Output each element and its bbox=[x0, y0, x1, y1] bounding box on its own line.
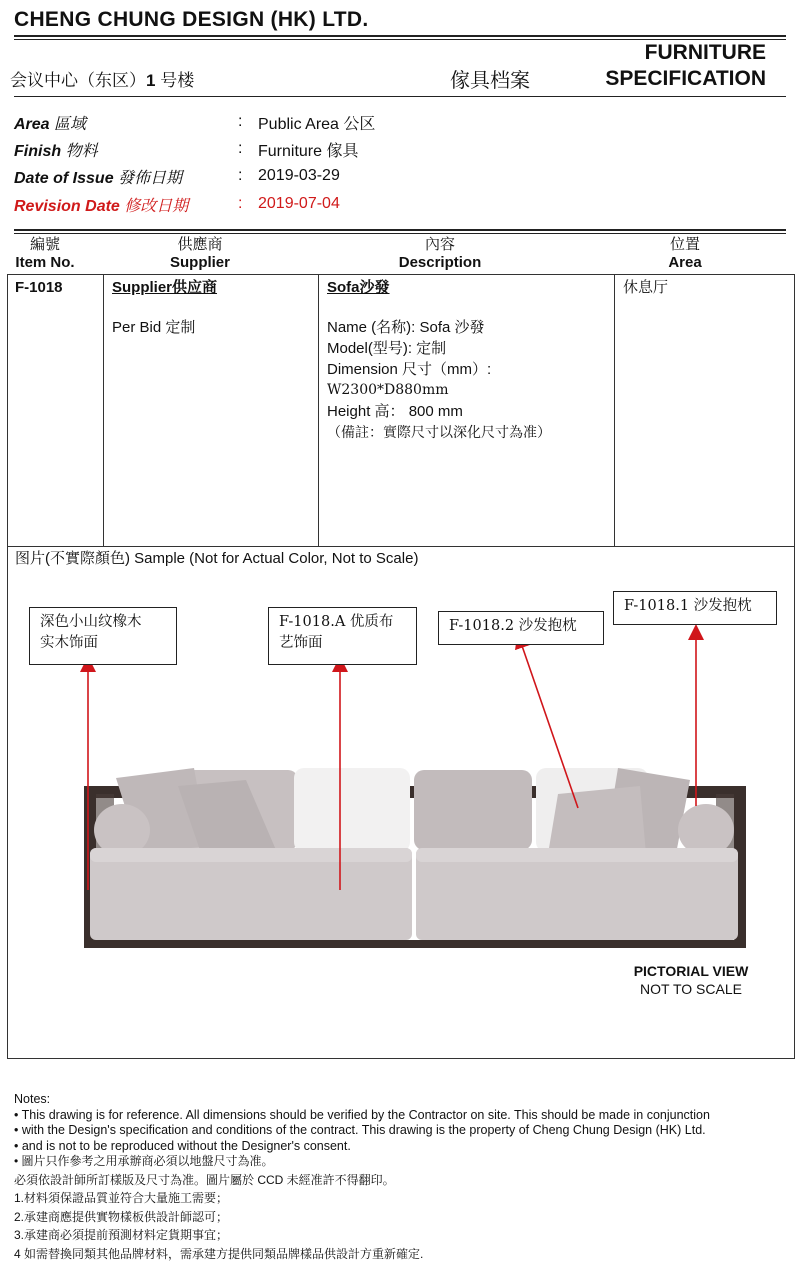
note-line: 必須依設計師所訂樣版及尺寸為准。圖片屬於 CCD 未經准許不得翻印。 bbox=[14, 1172, 395, 1187]
description-line: Model(型号): 定制 bbox=[327, 340, 447, 357]
area-cell-value: 休息厅 bbox=[623, 279, 669, 296]
header-rule-bottom bbox=[14, 96, 786, 97]
note-line: • 圖片只作參考之用承辦商必須以地盤尺寸為准。 bbox=[14, 1154, 274, 1168]
info-revision-row: Revision Date 修改日期 : 2019-07-04 bbox=[14, 195, 340, 215]
description-line: Height 高： 800 mm bbox=[327, 403, 463, 420]
note-line: 2.承建商應提供實物樣板供設計師認可； bbox=[14, 1209, 229, 1224]
description-list bbox=[327, 317, 551, 443]
pictorial-view-label: PICTORIAL VIEW NOT TO SCALE bbox=[633, 963, 749, 997]
callout-pillow-2: F-1018.2 沙发抱枕 bbox=[438, 611, 604, 645]
col-divider-1 bbox=[103, 274, 104, 546]
supplier-value: Per Bid 定制 bbox=[112, 319, 196, 336]
row-divider bbox=[7, 546, 795, 547]
info-area-row: Area 區域 : Public Area 公区 bbox=[14, 110, 375, 134]
description-line: W2300*D880mm bbox=[327, 382, 449, 398]
info-rule-1 bbox=[14, 229, 786, 231]
callout-pillow-1: F-1018.1 沙发抱枕 bbox=[613, 591, 777, 625]
area-value: Public Area 公区 bbox=[258, 115, 376, 133]
sample-heading: 图片(不實際顏色) Sample (Not for Actual Color, Not to Scale) bbox=[15, 550, 419, 567]
finish-value: Furniture 傢具 bbox=[258, 142, 359, 160]
note-line: • This drawing is for reference. All dimensions should be verified by the Contractor on site. This should be made in conjunction bbox=[14, 1107, 710, 1122]
notes-title: Notes: bbox=[14, 1092, 51, 1106]
col-header-area: 位置 Area bbox=[668, 236, 702, 271]
issue-date-value: 2019-03-29 bbox=[258, 167, 340, 184]
note-line: 3.承建商必須提前預測材料定貨期事宜； bbox=[14, 1228, 229, 1242]
description-heading: Sofa沙發 bbox=[327, 279, 390, 296]
col-header-supplier: 供應商 Supplier bbox=[169, 236, 230, 271]
info-finish-row: Finish 物料 : Furniture 傢具 bbox=[14, 137, 358, 161]
info-issue-row: Date of Issue 發佈日期 : 2019-03-29 bbox=[14, 167, 340, 187]
spec-title: FURNITURE SPECIFICATION bbox=[605, 41, 766, 90]
item-number: F-1018 bbox=[15, 279, 63, 296]
note-line: 1.材料須保證品質並符合大量施工需要； bbox=[14, 1191, 229, 1205]
col-divider-3 bbox=[614, 274, 615, 546]
supplier-heading: Supplier供应商 bbox=[112, 279, 218, 296]
revision-date-value: 2019-07-04 bbox=[258, 195, 340, 212]
company-name: CHENG CHUNG DESIGN (HK) LTD. bbox=[14, 8, 369, 31]
arrow-pillow-2 bbox=[520, 640, 578, 808]
info-rule-2 bbox=[14, 233, 786, 234]
project-title: 会议中心（东区）1 号楼 bbox=[10, 71, 195, 90]
description-line: （備註：實際尺寸以深化尺寸為准） bbox=[327, 424, 551, 440]
note-line: • and is not to be reproduced without the Designer's consent. bbox=[14, 1138, 351, 1153]
col-header-description: 內容 Description bbox=[398, 236, 482, 271]
col-header-item: 編號 Item No. bbox=[15, 236, 75, 271]
callout-fabric-finish: F-1018.A 优质布 艺饰面 bbox=[268, 607, 417, 665]
description-line: Name (名称): Sofa 沙發 bbox=[327, 319, 485, 336]
note-line: • with the Design's specification and conditions of the contract. This drawing is the property of Cheng Chung Design (HK) Ltd. bbox=[14, 1123, 706, 1137]
description-line: Dimension 尺寸（mm）: bbox=[327, 361, 492, 378]
notes bbox=[14, 1092, 710, 1262]
header-rule-top bbox=[14, 35, 786, 37]
callout-wood-finish: 深色小山纹橡木 实木饰面 bbox=[29, 607, 177, 665]
document-title: 傢具档案 bbox=[450, 70, 530, 92]
note-line: 4 如需替換同類其他品牌材料，需承建方提供同類品牌樣品供設計方重新確定. bbox=[14, 1246, 424, 1261]
col-divider-2 bbox=[318, 274, 319, 546]
